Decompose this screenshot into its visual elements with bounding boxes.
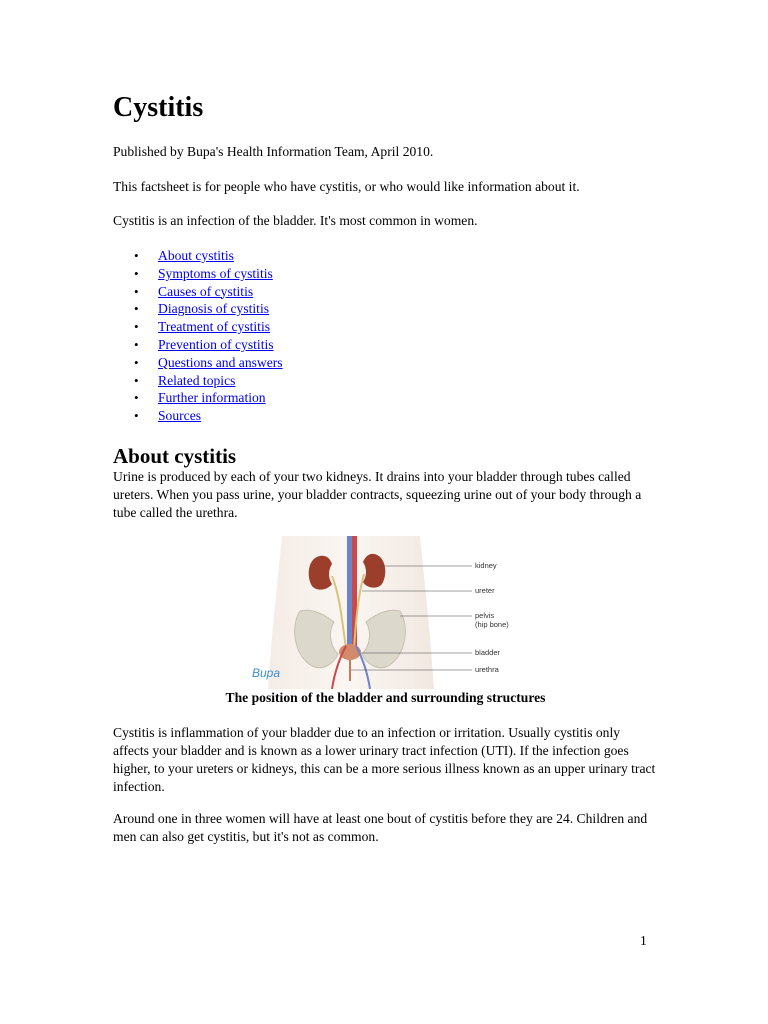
label-pelvis: pelvis — [475, 611, 495, 620]
toc-link-sources[interactable]: Sources — [158, 408, 202, 424]
toc-link-questions[interactable]: Questions and answers — [158, 354, 283, 370]
label-kidney: kidney — [475, 561, 497, 570]
label-hip-bone: (hip bone) — [475, 620, 509, 629]
toc-item — [113, 407, 283, 425]
label-ureter: ureter — [475, 586, 495, 595]
publication-info: Published by Bupa's Health Information Team, April 2010. — [113, 144, 434, 159]
toc-link-related[interactable]: Related topics — [158, 372, 236, 388]
about-paragraph-2: Cystitis is inflammation of your bladder due to an infection or irritation. Usually cystitis only affects your bladder and is known as a lower urinary tract infection (UTI). If the infection goes higher, to your ureters or kidneys, this can be a more serious illness known as an upper urinary tract infection. — [113, 725, 656, 794]
toc-item — [113, 336, 283, 354]
toc-link-diagnosis[interactable]: Diagnosis of cystitis — [158, 301, 270, 317]
toc-item — [113, 300, 283, 318]
anatomy-figure — [250, 536, 530, 689]
toc-link-symptoms[interactable]: Symptoms of cystitis — [158, 265, 273, 281]
definition-paragraph: Cystitis is an infection of the bladder. It's most common in women. — [113, 213, 478, 228]
bupa-logo: Bupa — [252, 666, 281, 680]
section-heading-about: About cystitis — [113, 444, 237, 468]
toc-item — [113, 372, 283, 390]
toc-item — [113, 283, 283, 301]
toc-link-treatment[interactable]: Treatment of cystitis — [158, 319, 271, 335]
toc-link-about[interactable]: About cystitis — [158, 248, 234, 263]
vein-shape — [347, 536, 352, 646]
toc-item — [113, 354, 283, 372]
label-urethra: urethra — [475, 665, 499, 674]
page-number: 1 — [640, 933, 647, 948]
toc-link-further-info[interactable]: Further information — [158, 390, 266, 406]
toc-item — [113, 318, 283, 336]
figure-caption: The position of the bladder and surrounding structures — [225, 690, 546, 705]
toc-item — [113, 247, 283, 265]
label-bladder: bladder — [475, 648, 501, 657]
toc-link-prevention[interactable]: Prevention of cystitis — [158, 336, 274, 352]
toc-link-causes[interactable]: Causes of cystitis — [158, 283, 254, 299]
toc-item — [113, 389, 283, 407]
table-of-contents — [113, 247, 283, 425]
intro-paragraph: This factsheet is for people who have cystitis, or who would like information about it. — [113, 179, 580, 194]
toc-item — [113, 265, 283, 283]
page-title: Cystitis — [113, 92, 204, 123]
about-paragraph-1: Urine is produced by each of your two kidneys. It drains into your bladder through tubes called ureters. When you pass urine, your bladder contracts, squeezing urine out of your body through a tube called the urethra. — [113, 469, 642, 520]
about-paragraph-3: Around one in three women will have at least one bout of cystitis before they are 24. Children and men can also get cystitis, but it's not as common. — [113, 811, 648, 844]
